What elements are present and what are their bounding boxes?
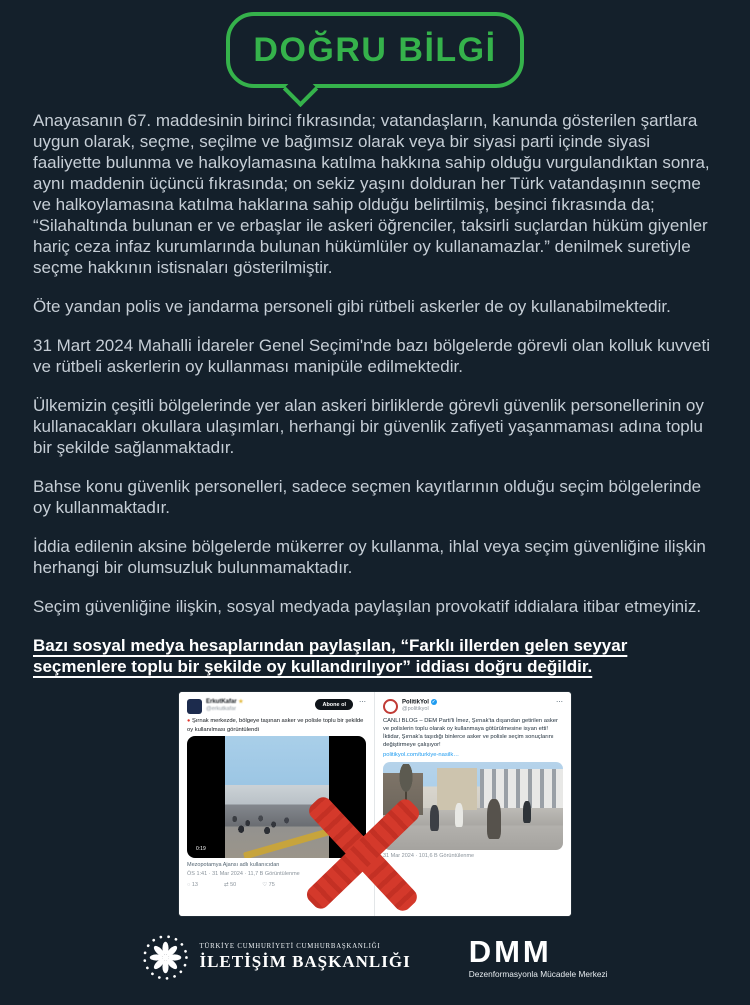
person-figure <box>455 803 463 827</box>
tweet-text-block <box>187 717 366 734</box>
tweet-text: CANLI BLOG – DEM Parti'li İmez, Şırnak'ta dışarıdan getirilen asker ve polislerin toplu olarak oy kullanmaya götürülmesine isyan etti! İktidar, Şırnak'a taşıdığı binlerce asker ve polisle seçim sonuçlarını değiştirmeye çalışıyor! <box>383 718 558 749</box>
tweet-link[interactable]: politikyol.com/turkiye-nasilk… <box>383 752 460 759</box>
red-x-mark <box>307 796 419 912</box>
footer <box>0 934 750 1005</box>
tweet-text: Şırnak merkezde, bölgeye taşınan asker ve polisle toplu bir şekilde oy kullanılması görüntülendi <box>187 718 364 733</box>
dmm-logo <box>469 936 608 979</box>
repost-icon: ⇄ <box>223 881 229 888</box>
verified-gold-icon: ★ <box>238 699 244 705</box>
repost-stat[interactable] <box>224 882 236 888</box>
red-circle-icon: ● <box>187 718 191 724</box>
gov-logo <box>142 934 410 981</box>
dmm-title: DMM <box>468 934 552 969</box>
evidence-screenshot <box>179 692 571 916</box>
comment-icon: ◌ <box>187 881 191 888</box>
author-block <box>206 699 311 712</box>
gov-line1: TÜRKİYE CUMHURİYETİ CUMHURBAŞKANLIĞI <box>199 942 381 950</box>
video-attribution: Mezopotamya Ajansı adlı kullanıcıdan <box>187 861 280 868</box>
like-stat[interactable] <box>262 882 275 888</box>
tweet-timestamp: 31 Mar 2024 · 101,6 B Görüntülenme <box>383 853 475 860</box>
more-icon[interactable]: ⋯ <box>556 699 563 706</box>
paragraph-constitution: Anayasanın 67. maddesinin birinci fıkrasında; vatandaşların, kanunda gösterilen şartlara uygun olarak, seçme, seçilme ve bağımsız olarak veya bir siyasi parti içinde siyasi faaliyette bulunma ve halkoylamasına katılma hakkına sahip olduğu vurgulandıktan sonra, aynı maddenin üçüncü fıkrasında; on sekiz yaşını dolduran her Türk vatandaşının seçme ve halkoylamasına katılma haklarına sahip olduğu belirtilmiş, beşinci fıkrasında da; “Silahaltında bulunan er ve erbaşlar ile askeri öğrenciler, taksirli suçlardan hüküm giyenler hariç ceza infaz kurumlarında bulunan hükümlüler oy kullanamazlar.” denilmek suretiyle seçme hakkının istisnaları gösterilmiştir. <box>33 111 710 277</box>
tweet-author-name: PolitikYol <box>402 699 429 706</box>
more-icon[interactable]: ⋯ <box>359 699 366 706</box>
claim-verdict: Bazı sosyal medya hesaplarından paylaşılan, “Farklı illerden gelen seyyar seçmenlere toplu bir şekilde oy kullandırılıyor” iddiası doğru değildir. <box>33 636 628 676</box>
person-figure <box>487 799 501 839</box>
body-text <box>0 110 750 677</box>
paragraph-election-manipulation: 31 Mart 2024 Mahalli İdareler Genel Seçimi'nde bazı bölgelerde görevli olan kolluk kuvveti ve rütbeli askerlerin oy kullanması manipüle edilmektedir. <box>33 336 711 376</box>
crowd-scene <box>225 802 306 836</box>
paragraph-soldiers-vote: Öte yandan polis ve jandarma personeli gibi rütbeli askerler de oy kullanabilmektedir. <box>33 297 671 316</box>
avatar <box>383 699 398 714</box>
tweet-timestamp: ÖS 1:41 · 31 Mar 2024 · 11,7 B Görüntülenme <box>187 870 300 877</box>
dmm-subtitle: Dezenformasyonla Mücadele Merkezi <box>468 969 608 979</box>
gov-logo-text <box>199 943 410 973</box>
like-icon: ♡ <box>262 881 268 888</box>
avatar <box>187 699 202 714</box>
author-block <box>402 699 550 713</box>
subscribe-button[interactable]: Abone ol <box>315 699 353 710</box>
person-figure <box>523 801 531 823</box>
reply-stat[interactable] <box>187 882 198 888</box>
paragraph-transport: Ülkemizin çeşitli bölgelerinde yer alan askeri birliklerde görevli güvenlik personellerinin oy kullanacakları okullara ulaşımları, herhangi bir güvenlik zafiyeti yaşanmaması adına toplu bir şekilde sağlanmaktadır. <box>33 396 704 457</box>
paragraph-no-irregularity: İddia edilenin aksine bölgelerde mükerrer oy kullanma, ihlal veya seçim güvenliğine ilişkin herhangi bir olumsuzluk bulunmamaktadır. <box>33 537 706 577</box>
page-title: DOĞRU BİLGİ <box>253 30 497 69</box>
like-count: 75 <box>268 881 275 888</box>
tweet-header <box>187 699 366 714</box>
header-speech-bubble <box>226 12 524 88</box>
repost-count: 50 <box>230 881 237 888</box>
tweet-author-handle: @politikyol <box>402 706 429 713</box>
speech-bubble-outline <box>226 12 524 88</box>
tweet-author-name: ErkutKafar <box>206 699 237 705</box>
tweet-author-handle: @erkutkafar <box>206 705 237 712</box>
gov-line2: İLETİŞİM BAŞKANLIĞI <box>199 952 411 972</box>
reply-count: 13 <box>191 881 198 888</box>
person-figure <box>430 805 439 831</box>
verified-blue-icon: ✓ <box>431 699 436 704</box>
tweet-header <box>383 699 563 714</box>
video-duration-badge: 0:19 <box>193 845 209 853</box>
paragraph-registered-districts: Bahse konu güvenlik personelleri, sadece seçmen kayıtlarının olduğu seçim bölgelerinde oy kullanmaktadır. <box>33 477 702 517</box>
presidency-emblem-icon <box>142 934 189 981</box>
paragraph-warning: Seçim güvenliğine ilişkin, sosyal medyada paylaşılan provokatif iddialara itibar etmeyiniz. <box>33 597 702 616</box>
